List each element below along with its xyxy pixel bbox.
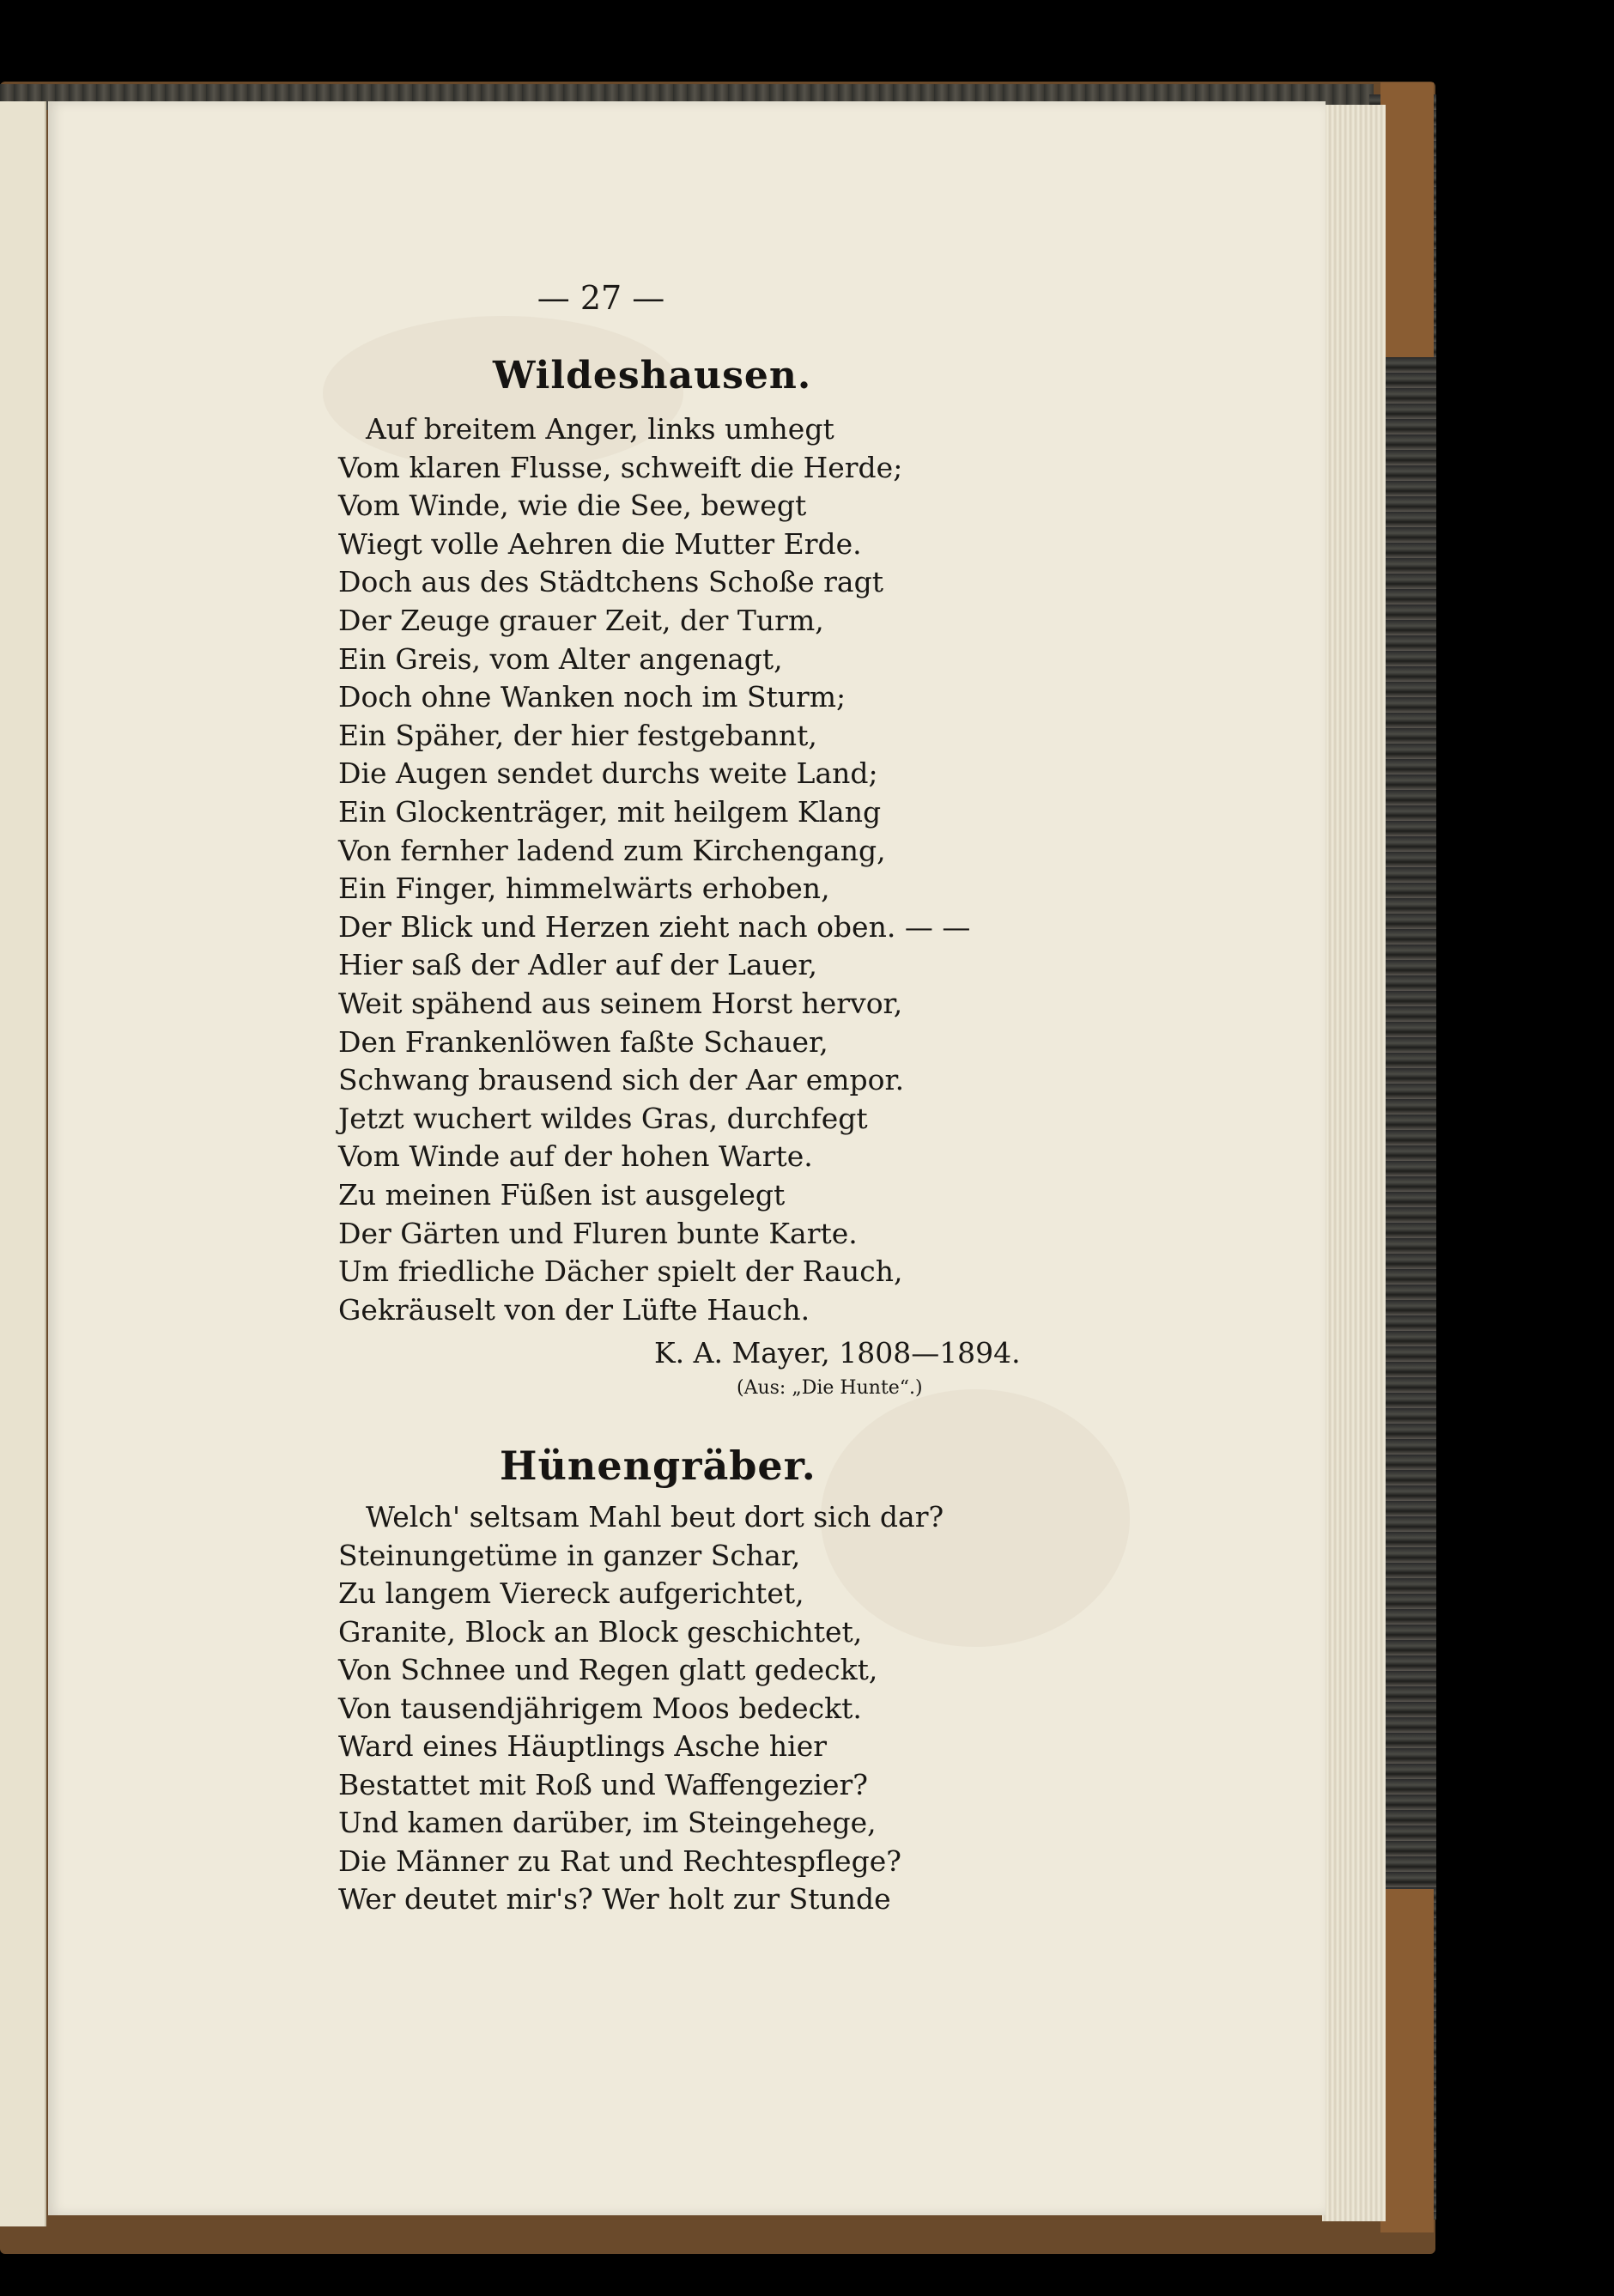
poem-line: Welch' seltsam Mahl beut dort sich dar? bbox=[366, 1500, 944, 1534]
poem-line: Von Schnee und Regen glatt gedeckt, bbox=[338, 1653, 878, 1686]
cover-leather-top bbox=[1380, 82, 1434, 357]
left-page-edge bbox=[0, 101, 46, 2226]
poem-line: Ein Finger, himmelwärts erhoben, bbox=[338, 872, 830, 906]
poem-line: Vom Winde auf der hohen Warte. bbox=[338, 1139, 813, 1174]
poem-line: Schwang brausend sich der Aar empor. bbox=[338, 1063, 905, 1097]
poem-line: Wer deutet mir's? Wer holt zur Stunde bbox=[338, 1882, 891, 1916]
poem-line: Der Zeuge grauer Zeit, der Turm, bbox=[338, 604, 824, 637]
poem-title-wildeshausen: Wildeshausen. bbox=[493, 354, 812, 398]
poem-line: Granite, Block an Block geschichtet, bbox=[338, 1614, 863, 1649]
poem-line: Hier saß der Adler auf der Lauer, bbox=[338, 948, 818, 982]
poem-line: Zu langem Viereck aufgerichtet, bbox=[338, 1576, 804, 1610]
poem-line: Von tausendjährigem Moos bedeckt. bbox=[338, 1691, 862, 1725]
poem-line: Vom Winde, wie die See, bewegt bbox=[338, 489, 807, 523]
poem-line: Von fernher ladend zum Kirchengang, bbox=[338, 833, 886, 867]
poem-author: K. A. Mayer, 1808—1894. bbox=[654, 1336, 1021, 1370]
poem-line: Die Augen sendet durchs weite Land; bbox=[338, 756, 878, 791]
poem-line: Ein Glockenträger, mit heilgem Klang bbox=[338, 795, 882, 829]
poem-line: Der Blick und Herzen zieht nach oben. — — bbox=[338, 909, 971, 944]
poem-line: Zu meinen Füßen ist ausgelegt bbox=[338, 1178, 786, 1212]
poem-line: Die Männer zu Rat und Rechtespflege? bbox=[338, 1843, 901, 1878]
poem-line: Wiegt volle Aehren die Mutter Erde. bbox=[338, 526, 862, 561]
poem-line: Ward eines Häuptlings Asche hier bbox=[338, 1729, 828, 1763]
poem-line: Um friedliche Dächer spielt der Rauch, bbox=[338, 1254, 903, 1289]
poem-line: Der Gärten und Fluren bunte Karte. bbox=[338, 1216, 858, 1250]
poem-line: Gekräuselt von der Lüfte Hauch. bbox=[338, 1292, 810, 1327]
poem-line: Auf breitem Anger, links umhegt bbox=[366, 412, 834, 446]
poem-title-huenengraeber: Hünengräber. bbox=[500, 1443, 816, 1489]
poem-line: Doch aus des Städtchens Schoße ragt bbox=[338, 565, 883, 599]
cover-leather-bottom bbox=[1380, 1889, 1434, 2232]
poem-source: (Aus: „Die Hunte“.) bbox=[737, 1377, 923, 1399]
page-number: — 27 — bbox=[537, 279, 665, 317]
poem-line: Ein Späher, der hier festgebannt, bbox=[338, 718, 817, 752]
poem-line: Und kamen darüber, im Steingehege, bbox=[338, 1806, 877, 1839]
poem-line: Den Frankenlöwen faßte Schauer, bbox=[338, 1024, 828, 1059]
poem-line: Weit spähend aus seinem Horst hervor, bbox=[338, 987, 903, 1020]
poem-line: Jetzt wuchert wildes Gras, durchfegt bbox=[338, 1101, 868, 1135]
page-block-edges bbox=[1322, 105, 1386, 2221]
poem-line: Doch ohne Wanken noch im Sturm; bbox=[338, 680, 846, 714]
poem-line: Steinungetüme in ganzer Schar, bbox=[338, 1538, 801, 1572]
poem-line: Vom klaren Flusse, schweift die Herde; bbox=[338, 450, 903, 484]
poem-line: Bestattet mit Roß und Waffengezier? bbox=[338, 1767, 868, 1801]
poem-line: Ein Greis, vom Alter angenagt, bbox=[338, 641, 783, 676]
